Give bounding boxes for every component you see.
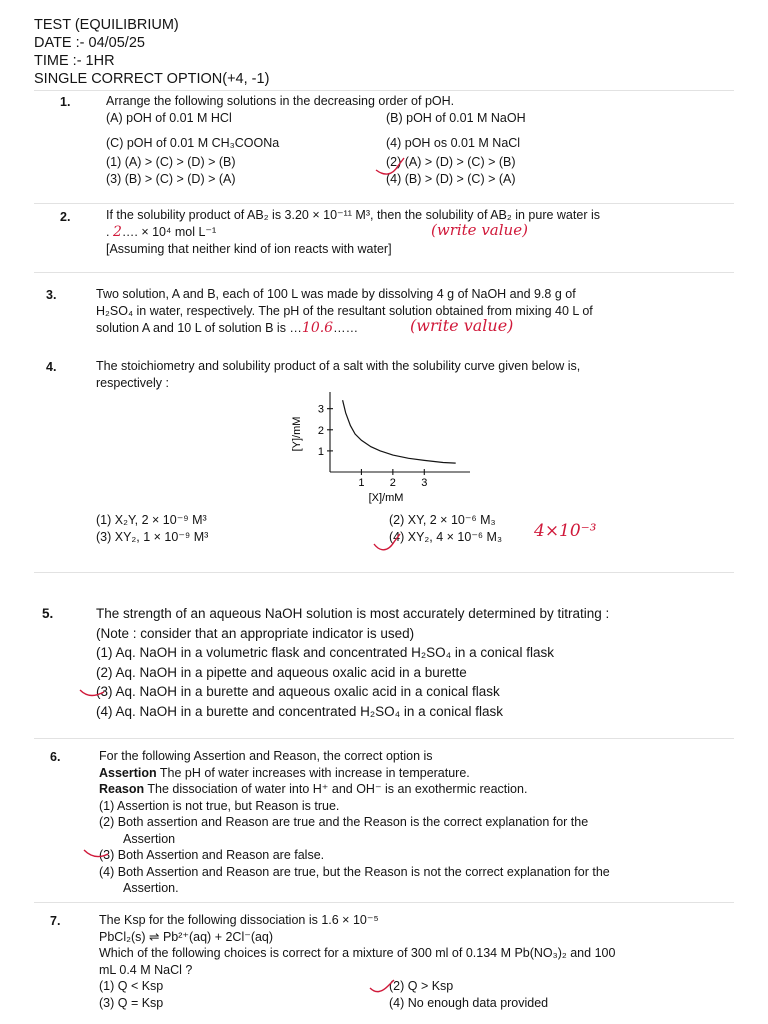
question-stem: For the following Assertion and Reason, the correct option is xyxy=(99,749,433,763)
option-3[interactable]: (3) XY₂, 1 × 10⁻⁹ M³ xyxy=(96,530,209,544)
answer-tick-mark xyxy=(82,846,122,866)
question-line: solution A and 10 L of solution B is … xyxy=(96,321,302,335)
x-tick-label: 2 xyxy=(389,477,396,489)
option-2-continued: Assertion xyxy=(123,831,176,846)
divider xyxy=(34,902,734,903)
statement-c: (C) pOH of 0.01 M CH₃COONa xyxy=(106,136,280,150)
option-4-continued: Assertion. xyxy=(123,881,179,895)
question-line: H₂SO₄ in water, respectively. The pH of the resultant solution obtained from mixing 40 L of xyxy=(96,304,593,318)
answer-tick-mark xyxy=(78,684,118,704)
y-tick-label: 3 xyxy=(317,403,324,416)
question-line: Which of the following choices is correct for a mixture of 300 ml of 0.134 M Pb(NO₃)₂ and 100 xyxy=(99,946,616,960)
option-3[interactable]: (3) Aq. NaOH in a burette and aqueous oxalic acid in a conical flask xyxy=(96,684,500,699)
option-3[interactable]: (3) Both Assertion and Reason are false. xyxy=(99,848,325,862)
question-line: The Ksp for the following dissociation is 1.6 × 10⁻⁵ xyxy=(99,913,379,927)
option-2[interactable]: (2) Both assertion and Reason are true and the Reason is the correct explanation for the xyxy=(99,815,589,829)
option-2[interactable]: (2) Aq. NaOH in a pipette and aqueous oxalic acid in a burette xyxy=(96,664,467,680)
handwritten-note: (write value) xyxy=(431,221,528,239)
test-date: DATE :- 04/05/25 xyxy=(34,35,145,51)
question-number: 3. xyxy=(46,288,57,302)
question-line: …… xyxy=(333,321,359,335)
option-1[interactable]: (1) Q < Ksp xyxy=(99,979,164,993)
y-axis-label: [Y]/mM xyxy=(291,416,303,452)
question-line: Two solution, A and B, each of 100 L was made by dissolving 4 g of NaOH and 9.8 g of xyxy=(96,287,576,301)
x-axis-label: [X]/mM xyxy=(368,492,404,504)
question-number: 4. xyxy=(46,360,57,374)
option-3[interactable]: (3) (B) > (C) > (D) > (A) xyxy=(106,172,236,186)
option-1[interactable]: (1) X₂Y, 2 × 10⁻⁹ M³ xyxy=(96,513,207,527)
question-line: mL 0.4 M NaCl ? xyxy=(99,962,193,977)
question-line: . xyxy=(106,225,113,239)
answer-tick-mark xyxy=(374,156,434,178)
test-header xyxy=(34,16,269,88)
option-1[interactable]: (1) (A) > (C) > (D) > (B) xyxy=(106,155,236,169)
question-number: 5. xyxy=(42,606,54,621)
statement-a: (A) pOH of 0.01 M HCl xyxy=(106,111,232,125)
handwritten-note: 4×10⁻³ xyxy=(534,521,597,541)
option-1[interactable]: (1) Aq. NaOH in a volumetric flask and concentrated H₂SO₄ in a conical flask xyxy=(96,645,554,660)
statement-b: (B) pOH of 0.01 M NaOH xyxy=(386,111,526,125)
assertion-text: The pH of water increases with increase in temperature. xyxy=(156,765,470,780)
option-1[interactable]: (1) Assertion is not true, but Reason is true. xyxy=(99,798,340,813)
question-number: 1. xyxy=(60,95,71,109)
handwritten-note: (write value) xyxy=(410,316,514,335)
x-tick-label: 3 xyxy=(421,477,428,489)
divider xyxy=(34,203,734,204)
question-note: [Assuming that neither kind of ion reacts with water] xyxy=(106,242,392,256)
question-line: respectively : xyxy=(96,376,169,390)
reason-text: The dissociation of water into H⁺ and OH⁻ is an exothermic reaction. xyxy=(144,782,528,796)
marking-scheme: SINGLE CORRECT OPTION(+4, -1) xyxy=(34,71,270,87)
answer-tick-mark xyxy=(368,978,408,998)
y-tick-label: 2 xyxy=(317,424,324,437)
handwritten-answer: 10.6 xyxy=(301,320,334,336)
question-number: 2. xyxy=(60,210,71,224)
question-line: If the solubility product of AB₂ is 3.20 × 10⁻¹¹ M³, then the solubility of AB₂ in pure water is xyxy=(106,208,600,222)
handwritten-answer: 2 xyxy=(112,224,122,240)
option-4[interactable]: (4) XY₂, 4 × 10⁻⁶ M₃ xyxy=(389,530,503,544)
option-4[interactable]: (4) (B) > (D) > (C) > (A) xyxy=(386,172,516,186)
statement-d: (4) pOH os 0.01 M NaCl xyxy=(386,136,521,150)
option-3[interactable]: (3) Q = Ksp xyxy=(99,995,164,1010)
question-stem: Arrange the following solutions in the decreasing order of pOH. xyxy=(106,94,455,108)
question-number: 6. xyxy=(50,750,61,764)
question-line: The stoichiometry and solubility product of a salt with the solubility curve given below is, xyxy=(96,359,581,373)
divider xyxy=(34,272,734,273)
assertion-label: Assertion xyxy=(99,765,157,780)
solubility-curve-line xyxy=(343,400,456,463)
y-tick-label: 1 xyxy=(317,445,324,458)
question-line: The strength of an aqueous NaOH solution is most accurately determined by titrating : xyxy=(96,606,610,621)
question-line: …. × 10⁴ mol L⁻¹ xyxy=(121,225,217,239)
solubility-curve-chart xyxy=(280,390,480,510)
option-4[interactable]: (4) Both Assertion and Reason are true, but the Reason is not the correct explanation for the xyxy=(99,864,610,879)
option-2[interactable]: (2) Q > Ksp xyxy=(389,979,454,993)
test-time: TIME :- 1HR xyxy=(34,53,115,69)
option-2[interactable]: (2) XY, 2 × 10⁻⁶ M₃ xyxy=(389,513,496,527)
reaction-equation: PbCl₂(s) ⇌ Pb²⁺(aq) + 2Cl⁻(aq) xyxy=(99,929,274,944)
option-2[interactable]: (2) (A) > (D) > (C) > (B) xyxy=(386,155,516,169)
divider xyxy=(34,738,734,739)
option-4[interactable]: (4) Aq. NaOH in a burette and concentrated H₂SO₄ in a conical flask xyxy=(96,703,503,719)
question-note: (Note : consider that an appropriate indicator is used) xyxy=(96,625,415,641)
x-tick-label: 1 xyxy=(358,477,365,489)
reason-label: Reason xyxy=(99,782,145,796)
test-title: TEST (EQUILIBRIUM) xyxy=(34,17,179,33)
question-number: 7. xyxy=(50,914,61,928)
divider xyxy=(34,90,734,91)
option-4[interactable]: (4) No enough data provided xyxy=(389,995,549,1010)
divider xyxy=(34,572,734,573)
answer-tick-mark xyxy=(372,532,412,554)
